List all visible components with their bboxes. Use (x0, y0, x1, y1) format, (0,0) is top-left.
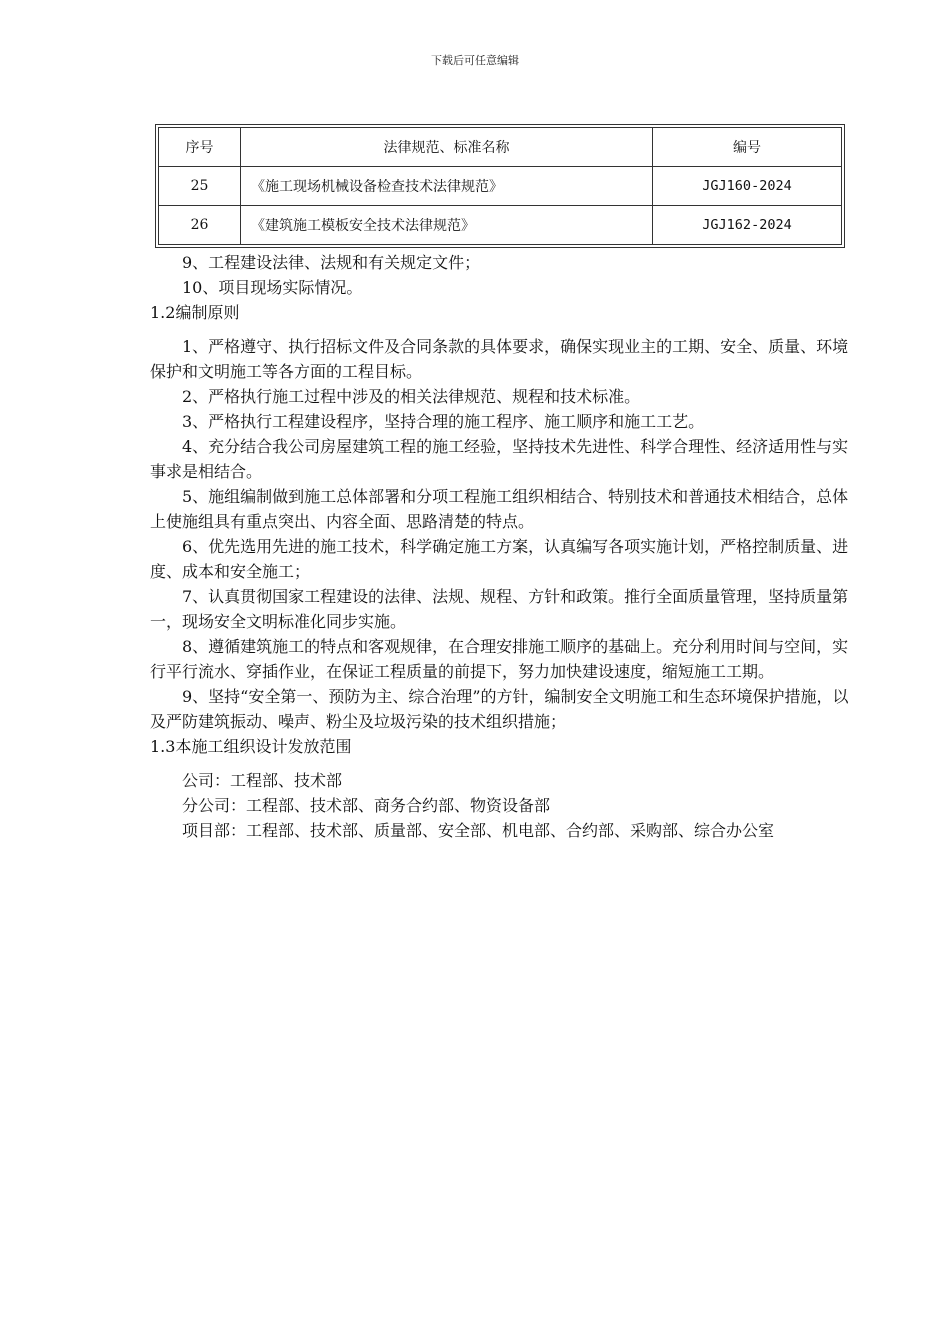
column-header-index: 序号 (159, 128, 241, 167)
standards-table (155, 124, 845, 248)
row-standard-code: JGJ162-2024 (653, 206, 842, 245)
basis-item: 10、项目现场实际情况。 (182, 278, 363, 297)
principle-paragraph: 9、坚持“安全第一、预防为主、综合治理”的方针，编制安全文明施工和生态环境保护措施，以及严防建筑振动、噪声、粉尘及垃圾污染的技术组织措施； (150, 687, 849, 731)
section-heading: 1.2编制原则 (150, 303, 240, 322)
column-header-name: 法律规范、标准名称 (241, 128, 653, 167)
principle-paragraph: 3、严格执行工程建设程序，坚持合理的施工程序、施工顺序和施工工艺。 (182, 412, 705, 431)
row-standard-name: 《建筑施工模板安全技术法律规范》 (241, 206, 653, 245)
document-body (150, 250, 850, 843)
principle-paragraph: 1、严格遵守、执行招标文件及合同条款的具体要求，确保实现业主的工期、安全、质量、环境保护和文明施工等各方面的工程目标。 (150, 337, 849, 381)
section-heading: 1.3本施工组织设计发放范围 (150, 737, 352, 756)
column-header-code: 编号 (653, 128, 842, 167)
distribution-paragraph: 分公司：工程部、技术部、商务合约部、物资设备部 (182, 796, 551, 815)
page-header: 下载后可任意编辑 (431, 54, 519, 67)
principle-paragraph: 2、严格执行施工过程中涉及的相关法律规范、规程和技术标准。 (182, 387, 641, 406)
principle-paragraph: 6、优先选用先进的施工技术，科学确定施工方案，认真编写各项实施计划，严格控制质量、进度、成本和安全施工； (150, 537, 849, 581)
table-row (159, 167, 842, 206)
basis-item: 9、工程建设法律、法规和有关规定文件； (182, 253, 481, 272)
principle-paragraph: 5、施组编制做到施工总体部署和分项工程施工组织相结合、特别技术和普通技术相结合，总体上使施组具有重点突出、内容全面、思路清楚的特点。 (150, 487, 849, 531)
distribution-paragraph: 项目部：工程部、技术部、质量部、安全部、机电部、合约部、采购部、综合办公室 (182, 821, 775, 840)
row-index: 26 (159, 206, 241, 245)
table-row (159, 206, 842, 245)
row-standard-code: JGJ160-2024 (653, 167, 842, 206)
principle-paragraph: 4、充分结合我公司房屋建筑工程的施工经验，坚持技术先进性、科学合理性、经济适用性与实事求是相结合。 (150, 437, 849, 481)
table-header-row (159, 128, 842, 167)
row-standard-name: 《施工现场机械设备检查技术法律规范》 (241, 167, 653, 206)
row-index: 25 (159, 167, 241, 206)
principle-paragraph: 7、认真贯彻国家工程建设的法律、法规、规程、方针和政策。推行全面质量管理，坚持质量第一，现场安全文明标准化同步实施。 (150, 587, 849, 631)
principle-paragraph: 8、遵循建筑施工的特点和客观规律，在合理安排施工顺序的基础上。充分利用时间与空间，实行平行流水、穿插作业，在保证工程质量的前提下，努力加快建设速度，缩短施工工期。 (150, 637, 849, 681)
distribution-paragraph: 公司：工程部、技术部 (182, 771, 343, 790)
